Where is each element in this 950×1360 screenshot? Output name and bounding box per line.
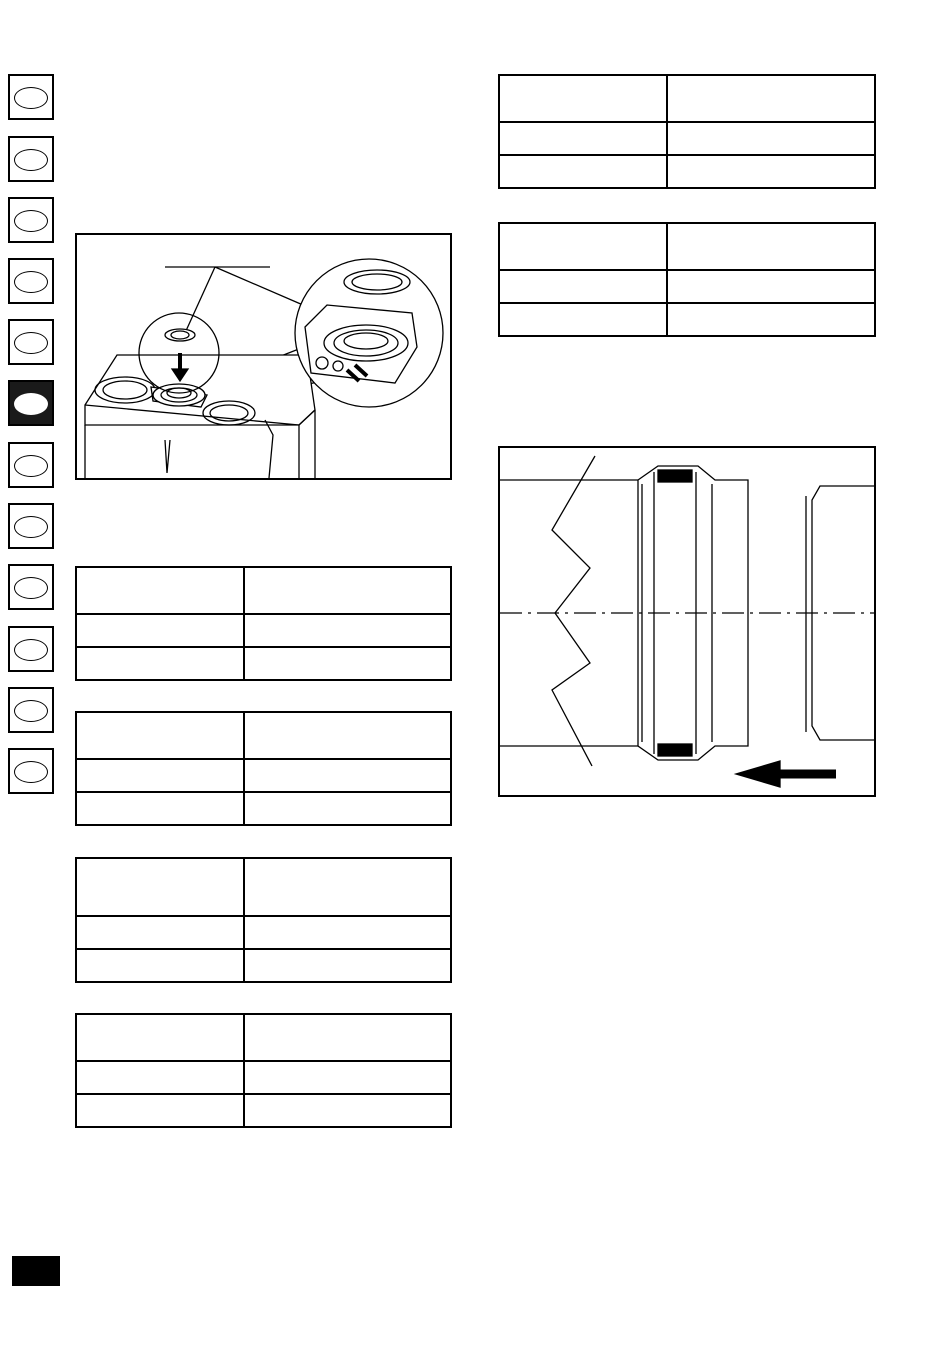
table-cell [76, 614, 244, 647]
table-cell [499, 155, 667, 188]
flag-oval-icon [14, 393, 48, 415]
table-header-cell [499, 223, 667, 270]
table-header-cell [76, 567, 244, 614]
seal-ring-icon [658, 470, 692, 482]
table-header-cell [244, 858, 451, 916]
pipe-section-figure [498, 446, 876, 797]
spec-table-left-3 [75, 857, 452, 983]
table-cell [76, 647, 244, 680]
spec-table-left-2 [75, 711, 452, 826]
language-tab-2[interactable] [8, 136, 54, 182]
flag-oval-icon [14, 516, 48, 538]
language-tab-9[interactable] [8, 564, 54, 610]
spec-table-left-4 [75, 1013, 452, 1128]
language-tab-5[interactable] [8, 319, 54, 365]
insert-direction-arrow-icon [736, 761, 836, 787]
table-cell [667, 122, 875, 155]
language-tab-3[interactable] [8, 197, 54, 243]
boiler-top-figure [75, 233, 452, 480]
table-header-cell [244, 567, 451, 614]
table-cell [76, 792, 244, 825]
table-cell [244, 647, 451, 680]
table-cell [499, 303, 667, 336]
table-cell [76, 916, 244, 949]
flag-oval-icon [14, 761, 48, 783]
table-cell [244, 916, 451, 949]
table-cell [244, 759, 451, 792]
table-header-cell [667, 223, 875, 270]
language-tab-8[interactable] [8, 503, 54, 549]
table-cell [244, 949, 451, 982]
table-cell [244, 792, 451, 825]
flag-oval-icon [14, 271, 48, 293]
table-header-cell [244, 1014, 451, 1061]
table-cell [76, 1094, 244, 1127]
table-cell [244, 1061, 451, 1094]
table-cell [667, 270, 875, 303]
flag-oval-icon [14, 210, 48, 232]
spec-table-right-2 [498, 222, 876, 337]
spec-table-left-1 [75, 566, 452, 681]
flag-oval-icon [14, 639, 48, 661]
table-cell [76, 949, 244, 982]
language-tab-12[interactable] [8, 748, 54, 794]
language-tab-10[interactable] [8, 626, 54, 672]
table-header-cell [76, 1014, 244, 1061]
table-cell [667, 155, 875, 188]
spec-table-right-1 [498, 74, 876, 189]
table-cell [499, 122, 667, 155]
language-tab-11[interactable] [8, 687, 54, 733]
table-cell [667, 303, 875, 336]
table-header-cell [76, 858, 244, 916]
table-header-cell [244, 712, 451, 759]
table-cell [244, 1094, 451, 1127]
language-tab-7[interactable] [8, 442, 54, 488]
table-cell [76, 759, 244, 792]
pipe-socket-icon [500, 448, 874, 795]
page-number-marker [12, 1256, 60, 1286]
flag-oval-icon [14, 700, 48, 722]
table-header-cell [76, 712, 244, 759]
language-tab-1[interactable] [8, 74, 54, 120]
language-tab-6-active[interactable] [8, 380, 54, 426]
table-header-cell [499, 75, 667, 122]
table-cell [499, 270, 667, 303]
flag-oval-icon [14, 332, 48, 354]
table-header-cell [667, 75, 875, 122]
flag-oval-icon [14, 455, 48, 477]
table-cell [76, 1061, 244, 1094]
table-cell [244, 614, 451, 647]
flag-oval-icon [14, 87, 48, 109]
flue-adapter-icon [77, 235, 450, 478]
flag-oval-icon [14, 577, 48, 599]
flag-oval-icon [14, 149, 48, 171]
language-tab-4[interactable] [8, 258, 54, 304]
